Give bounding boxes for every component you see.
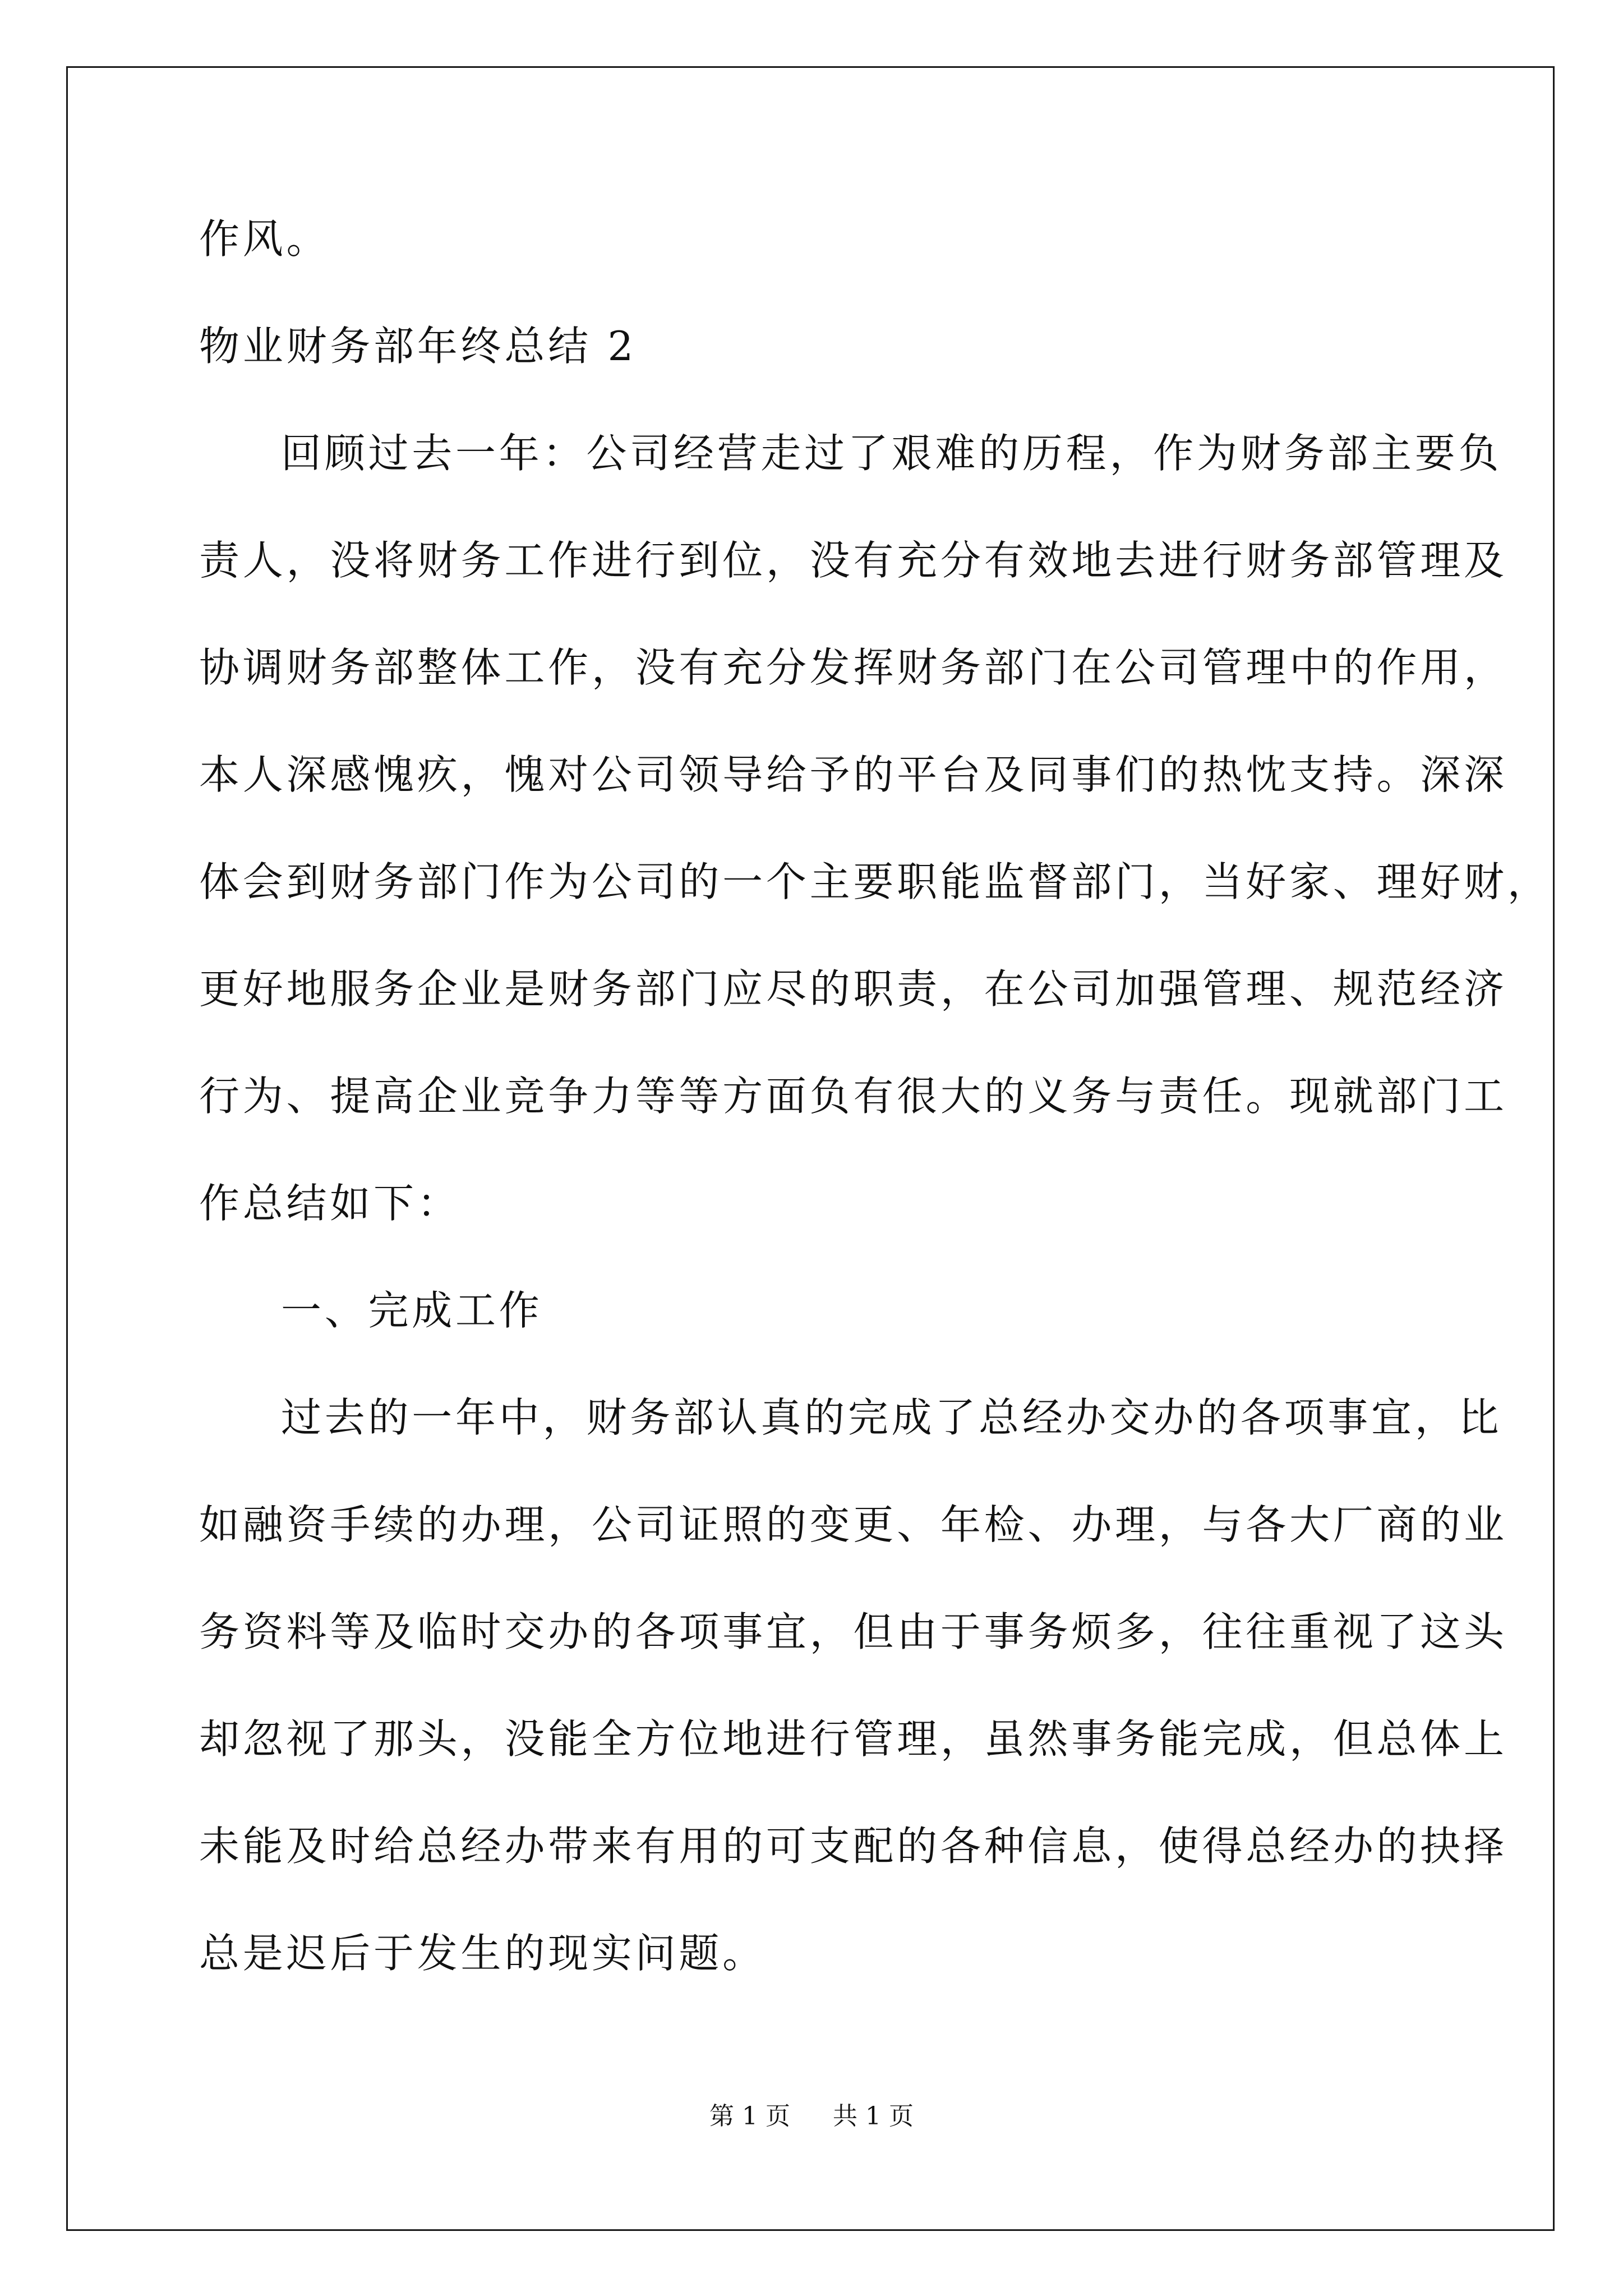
section-title: 物业财务部年终总结 2	[199, 323, 637, 370]
paragraph-line: 体会到财务部门作为公司的一个主要职能监督部门，当好家、理好财，	[199, 858, 1551, 905]
subsection-heading: 一、完成工作	[281, 1287, 543, 1334]
paragraph-line: 未能及时给总经办带来有用的可支配的各种信息，使得总经办的抉择	[199, 1823, 1507, 1870]
document-body	[199, 212, 1551, 2033]
paragraph-line: 总是迟后于发生的现实问题。	[199, 1930, 766, 1977]
page-footer	[0, 2096, 1623, 2132]
page-total: 共 1 页	[833, 2102, 914, 2131]
paragraph-line: 行为、提高企业竞争力等等方面负有很大的义务与责任。现就部门工	[199, 1073, 1507, 1120]
paragraph-line: 责人，没将财务工作进行到位，没有充分有效地去进行财务部管理及	[199, 537, 1507, 584]
paragraph-line: 作总结如下：	[199, 1180, 461, 1227]
paragraph-line: 回顾过去一年：公司经营走过了艰难的历程，作为财务部主要负	[281, 430, 1502, 477]
page-number: 第 1 页	[709, 2102, 790, 2131]
paragraph-line: 协调财务部整体工作，没有充分发挥财务部门在公司管理中的作用，	[199, 644, 1507, 691]
text-line: 作风。	[199, 215, 330, 263]
paragraph-line: 却忽视了那头，没能全方位地进行管理，虽然事务能完成，但总体上	[199, 1715, 1507, 1763]
paragraph-line: 本人深感愧疚，愧对公司领导给予的平台及同事们的热忱支持。深深	[199, 751, 1507, 798]
paragraph-line: 更好地服务企业是财务部门应尽的职责，在公司加强管理、规范经济	[199, 965, 1507, 1013]
paragraph-line: 过去的一年中，财务部认真的完成了总经办交办的各项事宜，比	[281, 1394, 1502, 1441]
paragraph-line: 如融资手续的办理，公司证照的变更、年检、办理，与各大厂商的业	[199, 1501, 1507, 1548]
paragraph-line: 务资料等及临时交办的各项事宜，但由于事务烦多，往往重视了这头	[199, 1608, 1507, 1655]
